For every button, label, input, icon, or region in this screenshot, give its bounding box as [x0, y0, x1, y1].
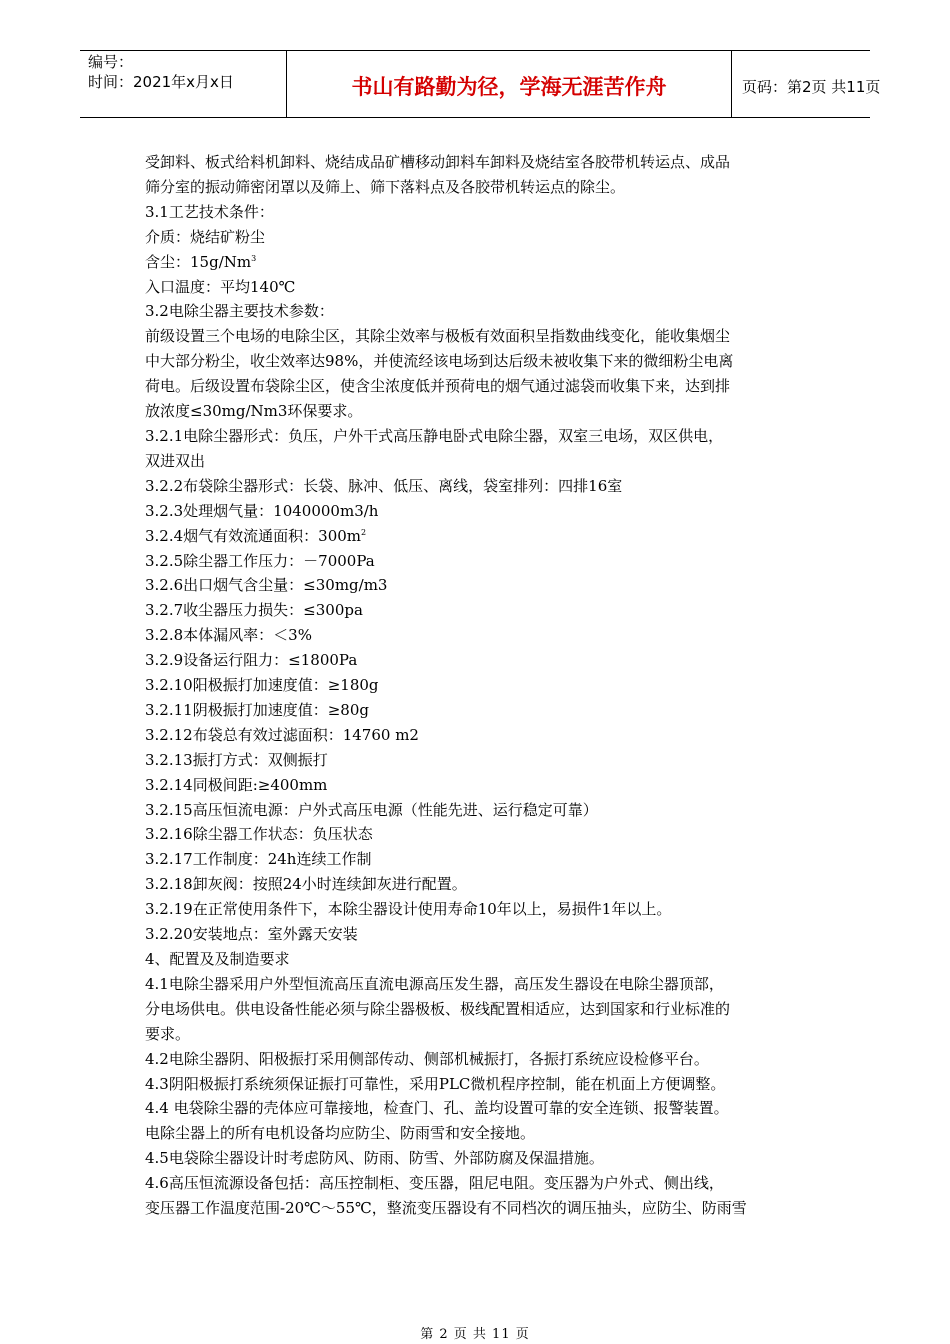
body-line: 荷电。后级设置布袋除尘区，使含尘浓度低并预荷电的烟气通过滤袋而收集下来，达到排: [145, 377, 731, 396]
page-footer: 第 2 页 共 11 页: [420, 1327, 530, 1342]
body-line: 3.2.6出口烟气含尘量：≤30mg/m3: [145, 576, 388, 595]
body-line: 4.1电除尘器采用户外型恒流高压直流电源高压发生器，高压发生器设在电除尘器顶部，: [145, 974, 724, 993]
body-line: 3.2.12布袋总有效过滤面积：14760 m2: [145, 725, 419, 744]
flow-area-text: 3.2.4烟气有效流通面积：300m: [145, 526, 362, 545]
body-line: 3.2电除尘器主要技术参数：: [145, 302, 334, 321]
body-line: 4、配置及及制造要求: [145, 950, 290, 968]
body-line: 入口温度：平均140℃: [145, 277, 296, 296]
body-line: 3.2.14同极间距:≥400mm: [145, 775, 328, 794]
header-left-cell: [80, 51, 287, 117]
body-line: 介质：烧结矿粉尘: [145, 227, 266, 246]
header-motto: 书山有路勤为径，学海无涯苦作舟: [351, 75, 667, 99]
body-line: 3.2.19在正常使用条件下，本除尘器设计使用寿命10年以上，易损件1年以上。: [145, 900, 672, 919]
superscript-2: 2: [361, 527, 367, 537]
body-line: 3.2.17工作制度：24h连续工作制: [145, 850, 372, 869]
body-line: 变压器工作温度范围-20℃～55℃，整流变压器设有不同档次的调压抽头，应防尘、防雨雪: [145, 1199, 747, 1218]
document-number-label: 编号：: [88, 53, 134, 71]
header-motto-cell: [287, 51, 732, 117]
page-header: [80, 50, 881, 118]
document-time-label: 时间：2021年x月x日: [88, 73, 234, 91]
body-line: 电除尘器上的所有电机设备均应防尘、防雨雪和安全接地。: [145, 1124, 536, 1143]
body-line: 3.2.13振打方式：双侧振打: [145, 750, 328, 769]
body-line: 受卸料、板式给料机卸料、烧结成品矿槽移动卸料车卸料及烧结室各胶带机转运点、成品: [145, 153, 731, 171]
body-line: 3.2.18卸灰阀：按照24小时连续卸灰进行配置。: [145, 875, 467, 894]
body-line: 3.2.10阳极振打加速度值：≥180g: [145, 676, 379, 695]
body-line: 3.2.20安装地点：室外露天安装: [145, 925, 358, 944]
header-right-cell: [732, 51, 881, 117]
body-line: 4.2电除尘器阴、阳极振打采用侧部传动、侧部机械振打，各振打系统应设检修平台。: [145, 1049, 709, 1068]
body-line: 要求。: [145, 1024, 191, 1043]
body-line: 4.3阴阳极振打系统须保证振打可靠性，采用PLC微机程序控制，能在机面上方便调整。: [145, 1074, 726, 1093]
body-line: 3.2.3处理烟气量：1040000m3/h: [145, 501, 379, 520]
dust-content-text: 含尘：15g/Nm: [145, 252, 252, 271]
body-line: 中大部分粉尘，收尘效率达98%，并使流经该电场到达后级未被收集下来的微细粉尘电离: [145, 352, 734, 371]
body-line: 4.6高压恒流源设备包括：高压控制柜、变压器，阻尼电阻。变压器为户外式、侧出线，: [145, 1174, 724, 1193]
body-line-dust-content: [145, 250, 810, 275]
body-line: 3.2.8本体漏风率：＜3%: [145, 626, 312, 645]
body-line: 3.2.11阴极振打加速度值：≥80g: [145, 700, 369, 719]
body-line: 3.1工艺技术条件：: [145, 202, 274, 221]
body-line: 3.2.16除尘器工作状态：负压状态: [145, 825, 373, 844]
body-line: 分电场供电。供电设备性能必须与除尘器极板、极线配置相适应，达到国家和行业标准的: [145, 999, 731, 1018]
body-line: 3.2.7收尘器压力损失：≤300pa: [145, 601, 363, 620]
body-line: 3.2.5除尘器工作压力：－7000Pa: [145, 551, 375, 570]
body-line: 3.2.9设备运行阻力：≤1800Pa: [145, 651, 358, 670]
body-line: 4.4 电袋除尘器的壳体应可靠接地，检查门、孔、盖均设置可靠的安全连锁、报警装置。: [145, 1099, 729, 1118]
header-page-number: 页码：第2页 共11页: [742, 78, 881, 96]
body-line: 前级设置三个电场的电除尘区，其除尘效率与极板有效面积呈指数曲线变化，能收集烟尘: [145, 327, 731, 346]
body-line: 筛分室的振动筛密闭罩以及筛上、筛下落料点及各胶带机转运点的除尘。: [145, 177, 626, 196]
superscript-3: 3: [251, 253, 257, 263]
body-line: 3.2.2布袋除尘器形式：长袋、脉冲、低压、离线，袋室排列：四排16室: [145, 476, 623, 495]
body-line: 双进双出: [145, 451, 206, 470]
body-line: 3.2.1电除尘器形式：负压，户外干式高压静电卧式电除尘器，双室三电场，双区供电，: [145, 426, 724, 445]
body-line: 3.2.15高压恒流电源：户外式高压电源（性能先进、运行稳定可靠）: [145, 800, 598, 819]
body-line: 放浓度≤30mg/Nm3环保要求。: [145, 402, 363, 421]
body-line-flow-area: [145, 524, 810, 549]
document-body: [145, 150, 810, 1221]
body-line: 4.5电袋除尘器设计时考虑防风、防雨、防雪、外部防腐及保温措施。: [145, 1149, 604, 1168]
